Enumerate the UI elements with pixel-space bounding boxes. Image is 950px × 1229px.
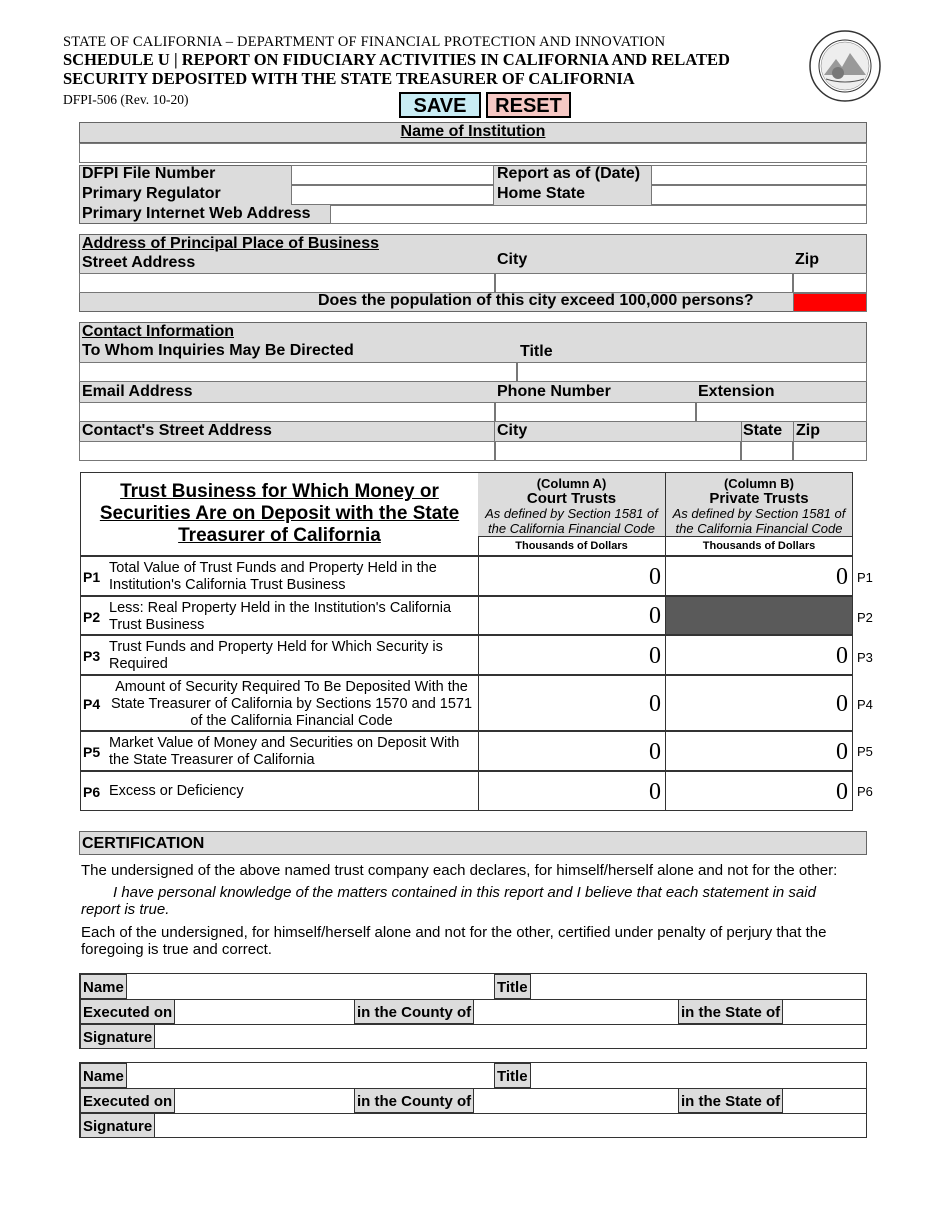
p4-code: P4: [83, 696, 101, 712]
p4-desc: [81, 676, 479, 730]
signer1-signature-label: Signature: [80, 1024, 155, 1049]
contact-title-label: Title: [520, 343, 553, 360]
contact-state-input[interactable]: [741, 441, 793, 461]
p6-text: Excess or Deficiency: [109, 783, 244, 799]
col-b-name: Private Trusts: [709, 490, 809, 507]
p1-code: P1: [83, 569, 101, 585]
certification-para1: The undersigned of the above named trust company each declares, for himself/herself alone and not for the other:: [81, 862, 838, 879]
p3-desc: [81, 636, 479, 674]
table-row-p3: [80, 635, 853, 675]
report-date-label: Report as of (Date): [497, 165, 641, 182]
signer2-state-label: in the State of: [678, 1088, 783, 1113]
signer2-executed-input[interactable]: [176, 1088, 354, 1113]
web-address-label: Primary Internet Web Address: [82, 205, 311, 222]
p1-right-code: P1: [857, 570, 873, 585]
institution-name-label: Name of Institution: [400, 123, 546, 140]
contact-city-input[interactable]: [495, 441, 741, 461]
file-number-input[interactable]: [291, 165, 494, 185]
p6-col-a-value: 0: [478, 772, 666, 810]
signer1-name-input[interactable]: [128, 974, 494, 999]
p2-text: Less: Real Property Held in the Institution's California Trust Business: [109, 600, 452, 633]
p5-code: P5: [83, 744, 101, 760]
phone-label: Phone Number: [497, 383, 611, 400]
signer2-title-input[interactable]: [532, 1063, 866, 1088]
home-state-label: Home State: [497, 185, 586, 202]
form-id: DFPI-506 (Rev. 10-20): [63, 92, 189, 107]
report-date-input[interactable]: [651, 165, 867, 185]
table-row-p2: [80, 596, 853, 635]
phone-input[interactable]: [495, 402, 696, 422]
table-row-p5: [80, 731, 853, 771]
signer2-signature-label: Signature: [80, 1113, 155, 1138]
signer1-state-label: in the State of: [678, 999, 783, 1024]
p6-col-b-value: 0: [836, 779, 848, 805]
p6-code: P6: [83, 784, 101, 800]
table-row-p4: [80, 675, 853, 731]
certification-header: [79, 831, 867, 855]
certification-para3: Each of the undersigned, for himself/herself alone and not for the other, certified under penalty of perjury that the foregoing is true and correct.: [81, 924, 827, 958]
p2-code: P2: [83, 609, 101, 625]
signer2-executed-label: Executed on: [80, 1088, 175, 1113]
signer2-county-label: in the County of: [354, 1088, 474, 1113]
p4-col-b-input[interactable]: 0: [836, 691, 848, 717]
institution-name-input[interactable]: [79, 143, 867, 163]
signer2-name-label: Name: [80, 1063, 127, 1088]
signature-block-2: [79, 1062, 867, 1138]
p3-col-a-input[interactable]: 0: [478, 636, 666, 674]
p3-text: Trust Funds and Property Held for Which Security is Required: [109, 639, 443, 672]
signer2-county-input[interactable]: [478, 1088, 678, 1113]
save-button[interactable]: SAVE: [399, 92, 481, 118]
extension-input[interactable]: [696, 402, 867, 422]
p2-col-b-disabled: [666, 597, 852, 634]
signer1-title-label: Title: [494, 974, 531, 999]
contact-state-label: State: [743, 422, 783, 439]
signer1-name-label: Name: [80, 974, 127, 999]
p1-col-b-input[interactable]: 0: [836, 564, 848, 590]
contact-street-input[interactable]: [79, 441, 495, 461]
certification-heading: CERTIFICATION: [82, 835, 205, 852]
p1-text: Total Value of Trust Funds and Property Held in the Institution's California Trust Business: [109, 560, 437, 593]
contact-title-input[interactable]: [517, 362, 867, 382]
p5-col-a-input[interactable]: 0: [478, 732, 666, 770]
col-b-label: (Column B): [723, 476, 795, 491]
contact-street-label: Contact's Street Address: [82, 422, 272, 439]
zip-label: Zip: [795, 251, 819, 268]
signer2-name-input[interactable]: [128, 1063, 494, 1088]
col-a-label: (Column A): [536, 476, 607, 491]
contact-zip-label: Zip: [796, 422, 820, 439]
table-row-p1: [80, 556, 853, 596]
col-a-header: [478, 473, 666, 537]
state-seal-icon: [808, 29, 882, 103]
col-b-units: Thousands of Dollars: [702, 540, 816, 552]
signature-block-1: [79, 973, 867, 1049]
p1-col-a-input[interactable]: 0: [478, 557, 666, 595]
p2-desc: [81, 597, 479, 634]
primary-regulator-label: Primary Regulator: [82, 185, 221, 202]
p2-right-code: P2: [857, 610, 873, 625]
p4-right-code: P4: [857, 697, 873, 712]
p5-col-b-input[interactable]: 0: [836, 739, 848, 765]
reset-button[interactable]: RESET: [486, 92, 571, 118]
signer2-signature-input[interactable]: [159, 1113, 866, 1137]
trust-table-heading-cell: [81, 473, 479, 555]
contact-zip-input[interactable]: [793, 441, 867, 461]
p2-col-a-input[interactable]: 0: [478, 597, 666, 634]
zip-input[interactable]: [793, 273, 867, 293]
email-input[interactable]: [79, 402, 495, 422]
signer1-signature-input[interactable]: [159, 1024, 866, 1048]
signer1-county-label: in the County of: [354, 999, 474, 1024]
street-address-label: Street Address: [82, 254, 196, 271]
signer1-state-input[interactable]: [788, 999, 866, 1024]
table-row-p6: [80, 771, 853, 811]
form-title: SCHEDULE U | REPORT ON FIDUCIARY ACTIVITIES IN CALIFORNIA AND RELATED SECURITY DEPOSITED WITH THE STATE TREASURER OF CALIFORNIA: [63, 50, 730, 88]
col-a-units: Thousands of Dollars: [478, 537, 666, 556]
inquiries-label: To Whom Inquiries May Be Directed: [82, 342, 354, 359]
col-a-name: Court Trusts: [526, 490, 617, 507]
agency-line: STATE OF CALIFORNIA – DEPARTMENT OF FINANCIAL PROTECTION AND INNOVATION: [63, 34, 666, 50]
population-question: Does the population of this city exceed 100,000 persons?: [318, 292, 754, 309]
p5-desc: [81, 732, 479, 770]
signer2-state-input[interactable]: [788, 1088, 866, 1113]
email-label: Email Address: [82, 383, 193, 400]
p1-desc: [81, 557, 479, 595]
street-address-input[interactable]: [79, 273, 495, 293]
signer2-title-label: Title: [494, 1063, 531, 1088]
population-select[interactable]: [793, 293, 867, 312]
certification-para2: I have personal knowledge of the matters contained in this report and I believe that each statement in said report is true.: [81, 884, 816, 918]
p5-text: Market Value of Money and Securities on Deposit With the State Treasurer of California: [109, 735, 460, 768]
address-section-label: Address of Principal Place of Business: [82, 235, 379, 252]
col-b-note: As defined by Section 1581 of the California Financial Code: [672, 506, 846, 536]
city-input[interactable]: [495, 273, 793, 293]
p6-desc: [81, 772, 479, 810]
city-label: City: [497, 251, 528, 268]
p6-right-code: P6: [857, 784, 873, 799]
signer1-county-input[interactable]: [478, 999, 678, 1024]
contact-city-label: City: [497, 422, 528, 439]
inquiries-input[interactable]: [79, 362, 517, 382]
col-b-header: [666, 473, 852, 537]
contact-section-label: Contact Information: [82, 323, 234, 340]
p4-col-a-input[interactable]: 0: [478, 676, 666, 730]
col-a-note: As defined by Section 1581 of the California Financial Code: [485, 506, 658, 536]
trust-table-header: [80, 472, 853, 556]
p4-text: Amount of Security Required To Be Deposited With the State Treasurer of California by Sections 1570 and 1571 of the California Financial Code: [110, 679, 473, 729]
p5-right-code: P5: [857, 744, 873, 759]
p3-code: P3: [83, 648, 101, 664]
signer1-executed-label: Executed on: [80, 999, 175, 1024]
primary-regulator-input[interactable]: [291, 185, 494, 205]
p3-col-b-input[interactable]: 0: [836, 643, 848, 669]
home-state-input[interactable]: [651, 185, 867, 205]
institution-name-header: [79, 122, 867, 143]
p3-right-code: P3: [857, 650, 873, 665]
file-number-label: DFPI File Number: [82, 165, 216, 182]
extension-label: Extension: [698, 383, 775, 400]
web-address-input[interactable]: [330, 205, 867, 224]
signer1-executed-input[interactable]: [176, 999, 354, 1024]
trust-table-heading: Trust Business for Which Money or Securities Are on Deposit with the State Treasurer of California: [99, 481, 460, 546]
signer1-title-input[interactable]: [532, 974, 866, 999]
